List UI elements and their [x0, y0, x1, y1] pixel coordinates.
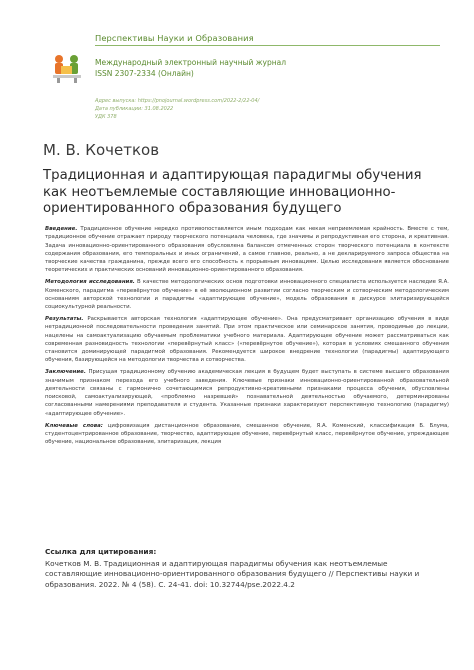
abstract-results	[45, 315, 449, 365]
article-title: Традиционная и адаптирующая парадигмы обучения как неотъемлемые составляющие инновационно-ориентированного образования будущего	[43, 168, 422, 216]
abstract-methodology	[45, 278, 449, 311]
journal-info	[95, 57, 286, 79]
abstract-keywords-text: цифровизация дистанционное образование, смешанное обучение, Я.А. Коменский, классификация Б. Блума, студентоцентрированное образование, творчество, адаптирующее обучение, перевёрнутый класс, перевёрнутое обучение, упреждающее обучение, национальное образование, элитаризация, лекция	[45, 422, 449, 446]
abstract-keywords	[45, 422, 449, 447]
publication-meta	[95, 97, 259, 121]
abstract-introduction-text: Традиционное обучение нередко противопоставляется иным подходам как некая неприемлемая крайность. Вместе с тем, традиционное обучение отражает природу творческого потенциала человека, где значимы и репродуктивная его сторона, и креативная. Задача инновационно-ориентированного образования обусловлена балансом отмеченных сторон творческого потенциала в контексте содержания образования, его темпоральных и иных ограничений, а самое главное, реально, а не декларируемого запроса общества на творческие качества гражданина, прежде всего его способность к прорывным инновациям. Целью исследования является обоснование теоретических и практических оснований инновационно-ориентированного образования.	[45, 226, 449, 274]
abstract-introduction	[45, 225, 449, 275]
header-divider	[95, 45, 440, 46]
abstract-methodology-label: Методология исследования.	[45, 279, 135, 286]
udc-code: УДК 378	[95, 114, 117, 120]
abstract-conclusion-text: Присущая традиционному обучению академическая лекция в будущем будет выступать в системе высшего образования значимым признаком перехода его учебного заведения. Ключевые признаки инновационно-ориентированной образовательной деятельности связаны с гармонично сочетающимися репродуктивно-креативными признаками процесса обучения, обусловлены поисковой, самоактуализирующей, «проблемно назревшей» познавательной деятельностью обучаемого, детерминированы согласованными намерениями преподавателя и студента. Указанные признаки характеризуют перспективную технологию (парадигму) «адаптирующее обучение».	[45, 369, 449, 417]
abstract-conclusion-label: Заключение.	[45, 369, 86, 376]
publication-date: Дата публикации: 31.08.2022	[95, 106, 174, 112]
abstract-methodology-text: В качестве методологических основ подготовки инновационного специалиста используется наследие Я.А. Коменского, парадигма «перевёрнутое обучение» в её эволюционном развитии согласно творческим и сотворческим методологическим основаниям авторской технологии и парадигмы «адаптирующее обучение», модель образования в дискурсе элитаризирующейся социокультурной реальности.	[45, 279, 449, 311]
journal-description: Международный электронный научный журнал	[95, 58, 287, 67]
article-author: М. В. Кочетков	[43, 141, 160, 159]
citation-text: Кочетков М. В. Традиционная и адаптирующая парадигмы обучения как неотъемлемые составляющие инновационно-ориентированного образования будущего // Перспективы науки и образования. 2022. № 4 (58). С. 24-41. doi: 10.32744/pse.2022.4.2	[45, 559, 420, 589]
abstract-results-label: Результаты.	[45, 315, 84, 322]
abstract-conclusion	[45, 368, 449, 418]
abstract	[45, 225, 449, 450]
abstract-results-text: Раскрывается авторская технология «адаптирующее обучение». Она предусматривает организацию обучения в виде нетрадиционной последовательности проведения занятий. При этом практическое или семинарское занятия, проводимые до лекции, нацелены на самоактуализацию обучаемым проблематики учебного материала. Адаптирующее обучение может рассматриваться как современная разновидность технологии «перевёрнутый класс» («перевёрнутое обучение»), которая в условиях смешанного обучения становится доминирующей парадигмой образования. Рекомендуется широкое внедрение технологии (парадигмы) адаптирующего обучения, базирующейся на методологии творчества и сотворчества.	[45, 315, 449, 364]
citation-heading: Ссылка для цитирования:	[45, 547, 157, 556]
abstract-introduction-label: Введение.	[45, 226, 78, 232]
journal-logo-icon	[47, 52, 87, 84]
issue-url[interactable]: Адрес выпуска: https://pnojournal.wordpress.com/2022-2/22-04/	[95, 98, 260, 104]
journal-issn: ISSN 2307-2334 (Онлайн)	[95, 69, 194, 78]
abstract-keywords-label: Ключевые слова:	[45, 422, 103, 429]
journal-header-title: Перспективы Науки и Образования	[95, 33, 254, 43]
